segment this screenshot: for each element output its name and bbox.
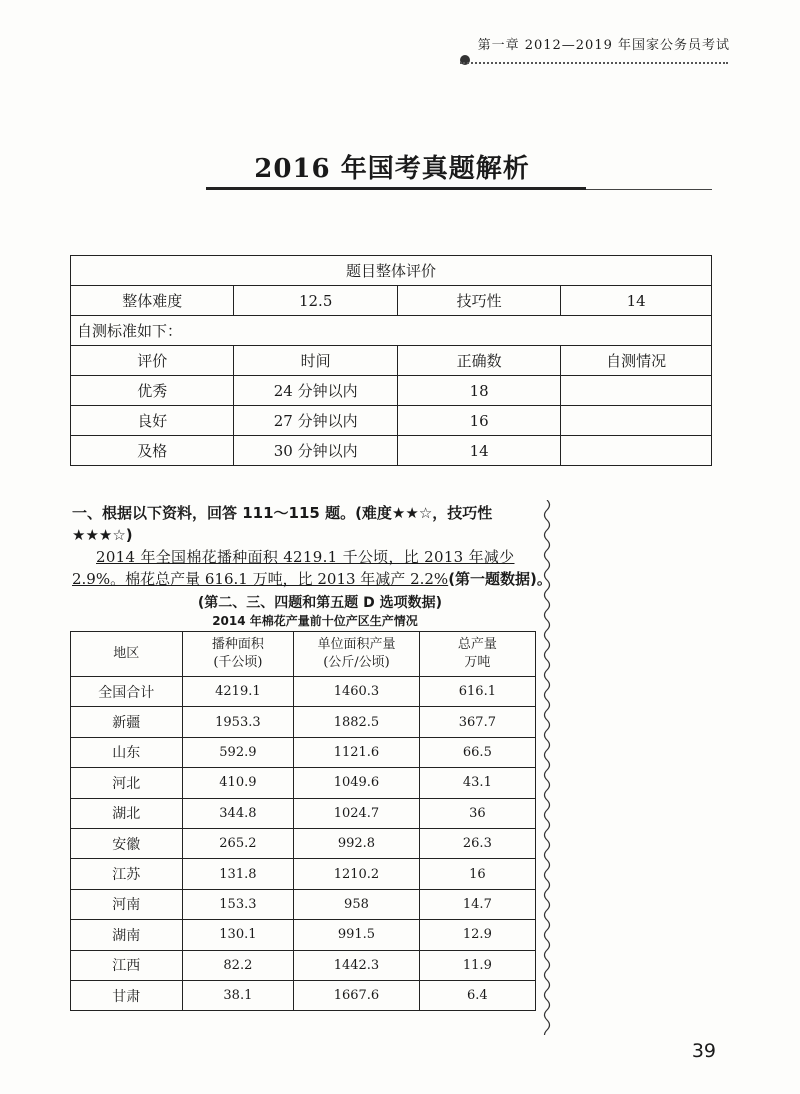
region-cell: 全国合计	[71, 677, 183, 707]
title-rule-extension	[586, 189, 712, 190]
total-cell: 66.5	[419, 737, 535, 767]
evaluation-caption: 题目整体评价	[71, 256, 712, 286]
total-cell: 11.9	[419, 950, 535, 980]
table-row	[71, 950, 536, 980]
area-cell: 130.1	[182, 920, 294, 950]
time-cell: 27 分钟以内	[234, 406, 397, 436]
cotton-production-table	[70, 631, 536, 1011]
area-cell: 344.8	[182, 798, 294, 828]
table-row	[71, 768, 536, 798]
skill-value: 14	[561, 286, 712, 316]
region-cell: 江西	[71, 950, 183, 980]
column-header: 评价	[71, 346, 234, 376]
yield-cell: 1049.6	[294, 768, 420, 798]
table-caption: 2014 年棉花产量前十位产区生产情况	[212, 614, 418, 628]
data-source-subnote: (第二、三、四题和第五题 D 选项数据)	[197, 595, 443, 611]
header-area-line2: (千公顷)	[213, 655, 263, 670]
region-cell: 湖南	[71, 920, 183, 950]
region-cell: 甘肃	[71, 980, 183, 1010]
correct-cell: 16	[397, 406, 560, 436]
table-row	[71, 980, 536, 1010]
table-row	[71, 798, 536, 828]
page-number: 39	[691, 1040, 716, 1062]
total-cell: 12.9	[419, 920, 535, 950]
total-cell: 43.1	[419, 768, 535, 798]
total-cell: 616.1	[419, 677, 535, 707]
grade-cell: 及格	[71, 436, 234, 466]
area-cell: 153.3	[182, 889, 294, 919]
yield-cell: 958	[294, 889, 420, 919]
region-cell: 湖北	[71, 798, 183, 828]
region-cell: 山东	[71, 737, 183, 767]
header-area-line1: 播种面积	[211, 637, 264, 652]
header-yield-line2: (公斤/公顷)	[323, 655, 390, 670]
title-rule	[206, 187, 586, 190]
time-cell: 24 分钟以内	[234, 376, 397, 406]
question-heading: 一、根据以下资料，回答 111～115 题。(难度★★☆，技巧性★★★☆)	[72, 504, 493, 544]
area-cell: 265.2	[182, 828, 294, 858]
correct-cell: 18	[397, 376, 560, 406]
standard-note: 自测标准如下：	[71, 316, 712, 346]
header-total-line1: 总产量	[457, 637, 497, 652]
yield-cell: 1460.3	[294, 677, 420, 707]
region-cell: 新疆	[71, 707, 183, 737]
table-row	[71, 889, 536, 919]
table-row	[71, 920, 536, 950]
running-header: 第一章 2012—2019 年国家公务员考试	[477, 38, 730, 53]
column-header: 自测情况	[561, 346, 712, 376]
yield-cell: 1121.6	[294, 737, 420, 767]
wavy-margin-line	[540, 500, 554, 1035]
header-yield-line1: 单位面积产量	[317, 637, 396, 652]
yield-cell: 992.8	[294, 828, 420, 858]
header-total	[419, 632, 535, 677]
grade-cell: 优秀	[71, 376, 234, 406]
skill-label: 技巧性	[397, 286, 560, 316]
table-row	[71, 677, 536, 707]
yield-cell: 1667.6	[294, 980, 420, 1010]
total-cell: 6.4	[419, 980, 535, 1010]
header-region: 地区	[71, 632, 183, 677]
material-text: 2014 年全国棉花播种面积 4219.1 千公顷，比 2013 年减少	[96, 548, 515, 566]
grade-cell: 良好	[71, 406, 234, 436]
area-cell: 592.9	[182, 737, 294, 767]
material-text: 2.9%。棉花总产量 616.1 万吨，比 2013 年减产 2.2%	[72, 570, 449, 588]
area-cell: 38.1	[182, 980, 294, 1010]
difficulty-value: 12.5	[234, 286, 397, 316]
table-row	[71, 436, 712, 466]
region-cell: 河南	[71, 889, 183, 919]
column-header: 时间	[234, 346, 397, 376]
evaluation-table	[70, 255, 712, 466]
total-cell: 16	[419, 859, 535, 889]
material-paragraph-line2	[72, 568, 552, 590]
self-check-cell[interactable]	[561, 376, 712, 406]
region-cell: 安徽	[71, 828, 183, 858]
region-cell: 江苏	[71, 859, 183, 889]
total-cell: 26.3	[419, 828, 535, 858]
table-body	[71, 677, 536, 1011]
header-total-line2: 万吨	[464, 655, 491, 670]
header-area	[182, 632, 294, 677]
table-row	[71, 737, 536, 767]
total-cell: 14.7	[419, 889, 535, 919]
data-source-note: (第一题数据)。	[448, 570, 552, 588]
total-cell: 36	[419, 798, 535, 828]
column-header: 正确数	[397, 346, 560, 376]
self-check-cell[interactable]	[561, 406, 712, 436]
table-row	[71, 376, 712, 406]
material-paragraph-line1	[96, 546, 546, 568]
region-cell: 河北	[71, 768, 183, 798]
yield-cell: 1442.3	[294, 950, 420, 980]
yield-cell: 991.5	[294, 920, 420, 950]
area-cell: 82.2	[182, 950, 294, 980]
area-cell: 131.8	[182, 859, 294, 889]
page-title: 2016 年国考真题解析	[254, 154, 530, 184]
area-cell: 410.9	[182, 768, 294, 798]
self-check-cell[interactable]	[561, 436, 712, 466]
table-row	[71, 828, 536, 858]
yield-cell: 1882.5	[294, 707, 420, 737]
area-cell: 1953.3	[182, 707, 294, 737]
table-row	[71, 406, 712, 436]
yield-cell: 1024.7	[294, 798, 420, 828]
total-cell: 367.7	[419, 707, 535, 737]
time-cell: 30 分钟以内	[234, 436, 397, 466]
difficulty-label: 整体难度	[71, 286, 234, 316]
header-yield	[294, 632, 420, 677]
area-cell: 4219.1	[182, 677, 294, 707]
header-dotted-rule	[460, 62, 728, 64]
correct-cell: 14	[397, 436, 560, 466]
yield-cell: 1210.2	[294, 859, 420, 889]
table-row	[71, 707, 536, 737]
table-row	[71, 859, 536, 889]
